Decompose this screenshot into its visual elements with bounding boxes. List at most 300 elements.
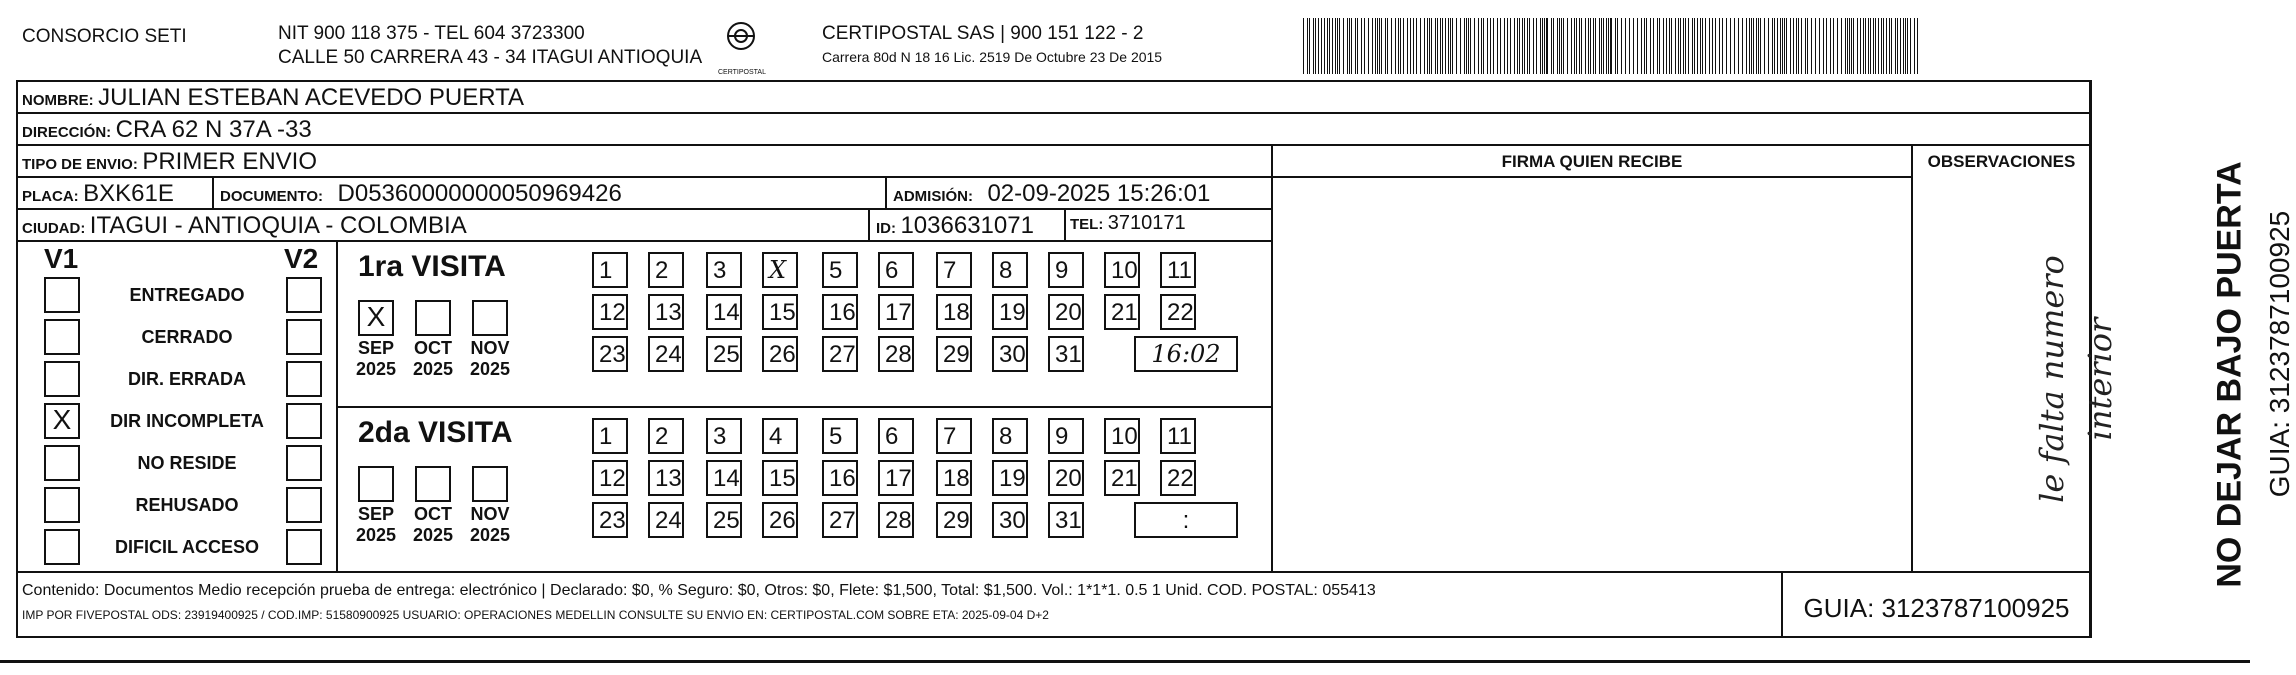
status-label: DIR. ERRADA <box>127 369 246 389</box>
barcode-bar <box>1910 18 1911 74</box>
day-box[interactable]: 23 <box>592 502 628 538</box>
day-box[interactable]: 28 <box>878 502 914 538</box>
day-box[interactable]: 31 <box>1048 502 1084 538</box>
barcode-bar <box>1510 18 1511 74</box>
barcode-bar <box>1329 18 1330 74</box>
barcode-bar <box>1327 18 1328 74</box>
day-box[interactable]: 16 <box>822 460 858 496</box>
barcode-bar <box>1615 18 1616 74</box>
barcode-bar <box>1522 18 1523 74</box>
day-box[interactable]: 2 <box>648 418 684 454</box>
barcode-bar <box>1407 18 1408 74</box>
barcode-bar <box>1559 18 1560 74</box>
barcode-bar <box>1364 18 1365 74</box>
barcode-bar <box>1790 18 1791 74</box>
day-box[interactable]: X <box>762 252 798 288</box>
barcode-bar <box>1637 18 1638 74</box>
barcode-bar <box>1734 18 1735 74</box>
day-box[interactable]: 21 <box>1104 460 1140 496</box>
barcode-bar <box>1746 18 1747 74</box>
barcode-bar <box>1819 18 1820 74</box>
v1-checkbox[interactable] <box>44 529 80 565</box>
logo-text: CERTIPOSTAL <box>718 69 766 76</box>
v1-checkbox[interactable] <box>44 487 80 523</box>
day-box[interactable]: 13 <box>648 460 684 496</box>
barcode-bar <box>1493 18 1494 74</box>
day-box[interactable]: 24 <box>648 336 684 372</box>
day-box[interactable]: 28 <box>878 336 914 372</box>
v1-checkbox[interactable] <box>44 319 80 355</box>
barcode-bar <box>1700 18 1701 74</box>
month-name: SEP <box>357 338 395 358</box>
barcode-bar <box>1657 18 1658 74</box>
barcode-bar <box>1416 18 1417 74</box>
id-field <box>876 212 1034 240</box>
v2-checkbox[interactable] <box>286 487 322 523</box>
document-number: D05360000000050969426 <box>337 180 622 207</box>
day-box[interactable]: 19 <box>992 460 1028 496</box>
barcode-bar <box>1460 18 1461 74</box>
barcode-bar <box>1585 18 1586 74</box>
status-label: DIR INCOMPLETA <box>110 411 264 431</box>
barcode-bar <box>1793 18 1794 74</box>
observation-note-1: le falta numero <box>2033 255 2071 503</box>
day-box[interactable]: 4 <box>762 418 798 454</box>
barcode-bar <box>1633 18 1634 74</box>
barcode-bar <box>1427 18 1428 74</box>
barcode-bar <box>1420 18 1421 74</box>
day-box[interactable]: 29 <box>936 502 972 538</box>
month-checkbox[interactable] <box>472 300 508 336</box>
barcode-bar <box>1517 18 1518 74</box>
month-year: 2025 <box>469 525 511 545</box>
barcode-bar <box>1782 18 1783 74</box>
barcode-bar <box>1811 18 1812 74</box>
day-box[interactable]: 25 <box>706 502 742 538</box>
address-row <box>22 116 312 144</box>
barcode-bar <box>1400 18 1401 74</box>
barcode-bar <box>1606 18 1607 74</box>
barcode-bar <box>1487 18 1488 74</box>
address-line: CALLE 50 CARRERA 43 - 34 ITAGUI ANTIOQUIA <box>278 47 703 68</box>
v1-label: V1 <box>44 243 79 274</box>
observation-note-2: interior <box>2081 317 2119 441</box>
barcode-bar <box>1324 18 1325 74</box>
barcode-bar <box>1403 18 1404 74</box>
v2-checkbox[interactable] <box>286 277 322 313</box>
barcode-bar <box>1671 18 1672 74</box>
month-name: NOV <box>470 338 510 358</box>
barcode-bar <box>1466 18 1467 74</box>
admission-date: 02-09-2025 15:26:01 <box>987 180 1211 207</box>
barcode-bar <box>1595 18 1596 74</box>
barcode-bar <box>1464 18 1465 74</box>
barcode-bar <box>1410 18 1411 74</box>
name-label: NOMBRE: <box>22 92 94 109</box>
barcode-bar <box>1551 18 1552 74</box>
month-label <box>408 338 458 380</box>
recipient-name: JULIAN ESTEBAN ACEVEDO PUERTA <box>98 84 525 111</box>
status-label: DIFICIL ACCESO <box>114 537 259 557</box>
barcode-bar <box>1468 18 1469 74</box>
barcode-bar <box>1646 18 1647 74</box>
barcode-bar <box>1309 18 1310 74</box>
v2-checkbox[interactable] <box>286 445 322 481</box>
plate-row <box>22 180 174 208</box>
barcode-bar <box>1442 18 1443 74</box>
barcode-bar <box>1349 18 1350 74</box>
barcode-bar <box>1758 18 1759 74</box>
month-year: 2025 <box>412 359 454 379</box>
barcode-bar <box>1387 18 1388 74</box>
day-box[interactable]: 30 <box>992 502 1028 538</box>
status-label: NO RESIDE <box>137 453 237 473</box>
barcode-bar <box>1730 18 1731 74</box>
barcode-bar <box>1712 18 1713 74</box>
barcode-bar <box>1351 18 1352 74</box>
time-box[interactable]: 16:02 <box>1134 336 1238 372</box>
day-box[interactable]: 14 <box>706 294 742 330</box>
month-checkbox[interactable] <box>415 300 451 336</box>
barcode-bar <box>1764 18 1765 74</box>
plate: BXK61E <box>83 180 174 207</box>
second-visit-label: 2da VISITA <box>358 416 513 449</box>
day-box[interactable]: 10 <box>1104 418 1140 454</box>
barcode-bar <box>1593 18 1594 74</box>
barcode-bar <box>1563 18 1564 74</box>
barcode-bar <box>1603 18 1604 74</box>
barcode-bar <box>1680 18 1681 74</box>
barcode-bar <box>1313 18 1314 74</box>
certipostal-line: CERTIPOSTAL SAS | 900 151 122 - 2 <box>822 23 1144 44</box>
v2-checkbox[interactable] <box>286 361 322 397</box>
recipient-address: CRA 62 N 37A -33 <box>115 116 312 143</box>
day-box[interactable]: 7 <box>936 418 972 454</box>
barcode-bar <box>1343 18 1344 74</box>
footer-guia: GUIA: 3123787100925 <box>1803 593 2070 623</box>
day-box[interactable]: 22 <box>1160 460 1196 496</box>
barcode-bar <box>1500 18 1501 74</box>
barcode-bar <box>1504 18 1505 74</box>
barcode-bar <box>1448 18 1449 74</box>
day-box[interactable]: 11 <box>1160 418 1196 454</box>
barcode-bar <box>1529 18 1530 74</box>
barcode-bar <box>1845 18 1846 74</box>
barcode-bar <box>1889 18 1890 74</box>
day-box[interactable]: 13 <box>648 294 684 330</box>
barcode-bar <box>1599 18 1600 74</box>
barcode-bar <box>1315 18 1316 74</box>
barcode-bar <box>1903 18 1904 74</box>
day-box[interactable]: 23 <box>592 336 628 372</box>
barcode-bar <box>1357 18 1358 74</box>
barcode-bar <box>1760 18 1761 74</box>
barcode-bar <box>1697 18 1698 74</box>
day-box[interactable]: 8 <box>992 252 1028 288</box>
barcode-bar <box>1574 18 1575 74</box>
barcode-bar <box>1318 18 1319 74</box>
city-label: CIUDAD: <box>22 220 86 237</box>
day-box[interactable]: 5 <box>822 418 858 454</box>
barcode-bar <box>1452 18 1453 74</box>
month-name: OCT <box>414 338 452 358</box>
barcode-bar <box>1519 18 1520 74</box>
v2-checkbox[interactable] <box>286 529 322 565</box>
barcode-bar <box>1514 18 1515 74</box>
barcode-bar <box>1900 18 1901 74</box>
barcode-bar <box>1749 18 1750 74</box>
month-name: NOV <box>470 504 510 524</box>
barcode-bar <box>1815 18 1816 74</box>
day-box[interactable]: 17 <box>878 294 914 330</box>
day-box[interactable]: 20 <box>1048 460 1084 496</box>
barcode-bar <box>1860 18 1861 74</box>
barcode-bar <box>1905 18 1906 74</box>
day-box[interactable]: 27 <box>822 502 858 538</box>
day-box[interactable]: 9 <box>1048 252 1084 288</box>
barcode-bar <box>1669 18 1670 74</box>
v1-checkbox[interactable] <box>44 445 80 481</box>
recipient-tel: 3710171 <box>1107 212 1186 234</box>
barcode-bar <box>1659 18 1660 74</box>
signature-label: FIRMA QUIEN RECIBE <box>1501 152 1683 171</box>
recipient-city: ITAGUI - ANTIOQUIA - COLOMBIA <box>89 212 467 239</box>
month-label <box>351 504 401 546</box>
barcode-bar <box>1683 18 1684 74</box>
barcode-bar <box>1608 18 1609 74</box>
barcode-bar <box>1863 18 1864 74</box>
barcode-bar <box>1540 18 1541 74</box>
barcode-bar <box>1581 18 1582 74</box>
month-checkbox[interactable] <box>472 466 508 502</box>
day-box[interactable]: 16 <box>822 294 858 330</box>
barcode-bar <box>1738 18 1739 74</box>
day-box[interactable]: 8 <box>992 418 1028 454</box>
day-box[interactable]: 2 <box>648 252 684 288</box>
barcode-bar <box>1917 18 1918 74</box>
barcode-bar <box>1841 18 1842 74</box>
v1-checkbox[interactable] <box>44 277 80 313</box>
day-box[interactable]: 7 <box>936 252 972 288</box>
barcode-bar <box>1339 18 1340 74</box>
day-box[interactable]: 12 <box>592 294 628 330</box>
barcode-bar <box>1742 18 1743 74</box>
month-label <box>465 504 515 546</box>
barcode-bar <box>1886 18 1887 74</box>
barcode-bar <box>1801 18 1802 74</box>
barcode-bar <box>1590 18 1591 74</box>
recipient-id: 1036631071 <box>900 212 1034 239</box>
day-box[interactable]: 3 <box>706 418 742 454</box>
document-field <box>220 180 622 208</box>
barcode-bar <box>1601 18 1602 74</box>
day-box[interactable]: 6 <box>878 418 914 454</box>
v2-checkbox[interactable] <box>286 319 322 355</box>
barcode-bar <box>1385 18 1386 74</box>
content-line: Contenido: Documentos Medio recepción prueba de entrega: electrónico | Declarado: $0, % Seguro: $0, Otros: $0, Flete: $1,500, Total: $1,500. Vol.: 1*1*1. 0.5 1 Unid. COD. POSTAL: 055413 <box>22 582 1376 599</box>
day-box[interactable]: 24 <box>648 502 684 538</box>
day-box[interactable]: 11 <box>1160 252 1196 288</box>
tel-field <box>1070 212 1186 235</box>
barcode-bar <box>1490 18 1491 74</box>
day-box[interactable]: 5 <box>822 252 858 288</box>
barcode-bar <box>1307 18 1308 74</box>
barcode-bar <box>1429 18 1430 74</box>
id-label: ID: <box>876 220 896 237</box>
day-box[interactable]: 19 <box>992 294 1028 330</box>
city-row <box>22 212 467 240</box>
barcode-bar <box>1666 18 1667 74</box>
month-year: 2025 <box>412 525 454 545</box>
barcode-bar <box>1702 18 1703 74</box>
barcode-bar <box>1625 18 1626 74</box>
day-box[interactable]: 25 <box>706 336 742 372</box>
barcode-bar <box>1653 18 1654 74</box>
barcode-bar <box>1830 18 1831 74</box>
barcode-bar <box>1688 18 1689 74</box>
barcode-bar <box>1588 18 1589 74</box>
barcode-bar <box>1685 18 1686 74</box>
barcode-bar <box>1768 18 1769 74</box>
side-warning: NO DEJAR BAJO PUERTA <box>2210 161 2249 588</box>
barcode-bar <box>1440 18 1441 74</box>
barcode-bar <box>1837 18 1838 74</box>
barcode-bar <box>1576 18 1577 74</box>
day-box[interactable]: 20 <box>1048 294 1084 330</box>
day-box[interactable]: 14 <box>706 460 742 496</box>
day-box[interactable]: 22 <box>1160 294 1196 330</box>
barcode-bar <box>1424 18 1425 74</box>
day-box[interactable]: 31 <box>1048 336 1084 372</box>
v1-checkbox[interactable] <box>44 361 80 397</box>
day-box[interactable]: 18 <box>936 294 972 330</box>
barcode-bar <box>1347 18 1348 74</box>
day-box[interactable]: 26 <box>762 336 798 372</box>
barcode-bar <box>1678 18 1679 74</box>
barcode-bar <box>1907 18 1908 74</box>
day-box[interactable]: 17 <box>878 460 914 496</box>
barcode-bar <box>1561 18 1562 74</box>
barcode-bar <box>1553 18 1554 74</box>
month-name: OCT <box>414 504 452 524</box>
barcode-bar <box>1895 18 1896 74</box>
barcode-bar <box>1377 18 1378 74</box>
barcode-bar <box>1507 18 1508 74</box>
barcode-bar <box>1780 18 1781 74</box>
barcode-bar <box>1321 18 1322 74</box>
barcode-bar <box>1303 18 1304 74</box>
day-box[interactable]: 15 <box>762 294 798 330</box>
day-box[interactable]: 15 <box>762 460 798 496</box>
day-box[interactable]: 9 <box>1048 418 1084 454</box>
barcode-bar <box>1719 18 1720 74</box>
day-box[interactable]: 1 <box>592 418 628 454</box>
barcode-bar <box>1914 18 1915 74</box>
barcode-bar <box>1798 18 1799 74</box>
barcode-bar <box>1445 18 1446 74</box>
barcode-bar <box>1692 18 1693 74</box>
barcode-bar <box>1853 18 1854 74</box>
barcode-bar <box>1546 18 1548 74</box>
company-name: CONSORCIO SETI <box>22 26 187 47</box>
day-box[interactable]: 26 <box>762 502 798 538</box>
barcode-bar <box>1332 18 1333 74</box>
time-box[interactable]: : <box>1134 502 1238 538</box>
barcode-bar <box>1753 18 1754 74</box>
day-box[interactable]: 27 <box>822 336 858 372</box>
month-checkbox[interactable] <box>358 466 394 502</box>
barcode-bar <box>1772 18 1773 74</box>
day-box[interactable]: 30 <box>992 336 1028 372</box>
day-box[interactable]: 21 <box>1104 294 1140 330</box>
barcode-bar <box>1870 18 1871 74</box>
barcode-bar <box>1527 18 1528 74</box>
barcode-bar <box>1571 18 1572 74</box>
barcode-bar <box>1694 18 1695 74</box>
name-row <box>22 84 524 112</box>
shipment-type: PRIMER ENVIO <box>142 148 318 175</box>
barcode-bar <box>1413 18 1414 74</box>
admission-label: ADMISIÓN: <box>893 188 973 205</box>
day-box[interactable]: 10 <box>1104 252 1140 288</box>
barcode-bar <box>1435 18 1436 74</box>
day-box[interactable]: 3 <box>706 252 742 288</box>
month-name: SEP <box>357 504 395 524</box>
month-year: 2025 <box>355 359 397 379</box>
barcode-bar <box>1641 18 1642 74</box>
barcode-bar <box>1557 18 1558 74</box>
month-checkbox[interactable]: X <box>358 300 394 336</box>
barcode-bar <box>1897 18 1898 74</box>
barcode-bar <box>1865 18 1866 74</box>
barcode-bar <box>1567 18 1568 74</box>
v2-checkbox[interactable] <box>286 403 322 439</box>
day-box[interactable]: 6 <box>878 252 914 288</box>
barcode-bar <box>1883 18 1884 74</box>
month-checkbox[interactable] <box>415 466 451 502</box>
v1-checkbox[interactable]: X <box>44 403 80 439</box>
barcode-bar <box>1379 18 1380 74</box>
day-box[interactable]: 18 <box>936 460 972 496</box>
barcode-bar <box>1796 18 1797 74</box>
barcode-bar <box>1715 18 1716 74</box>
barcode <box>1303 18 1923 74</box>
barcode-bar <box>1375 18 1376 74</box>
type-row <box>22 148 317 176</box>
signature-area[interactable] <box>1273 180 1911 570</box>
imp-line: IMP POR FIVEPOSTAL ODS: 23919400925 / COD.IMP: 51580900925 USUARIO: OPERACIONES MEDELLIN CONSULTE SU ENVIO EN: CERTIPOSTAL.COM SOBRE ETA: 2025-09-04 D+2 <box>22 608 1049 622</box>
month-label <box>408 504 458 546</box>
barcode-bar <box>1847 18 1848 74</box>
document-label: DOCUMENTO: <box>220 188 324 205</box>
barcode-bar <box>1617 18 1618 74</box>
certipostal-logo <box>718 20 766 76</box>
barcode-bar <box>1368 18 1369 74</box>
barcode-bar <box>1807 18 1808 74</box>
barcode-bar <box>1610 18 1612 74</box>
barcode-bar <box>1805 18 1806 74</box>
month-year: 2025 <box>355 525 397 545</box>
barcode-bar <box>1705 18 1706 74</box>
day-box[interactable]: 1 <box>592 252 628 288</box>
barcode-bar <box>1337 18 1338 74</box>
day-box[interactable]: 12 <box>592 460 628 496</box>
admission-field <box>893 180 1210 208</box>
barcode-bar <box>1833 18 1834 74</box>
barcode-bar <box>1431 18 1432 74</box>
day-box[interactable]: 29 <box>936 336 972 372</box>
barcode-bar <box>1395 18 1396 74</box>
